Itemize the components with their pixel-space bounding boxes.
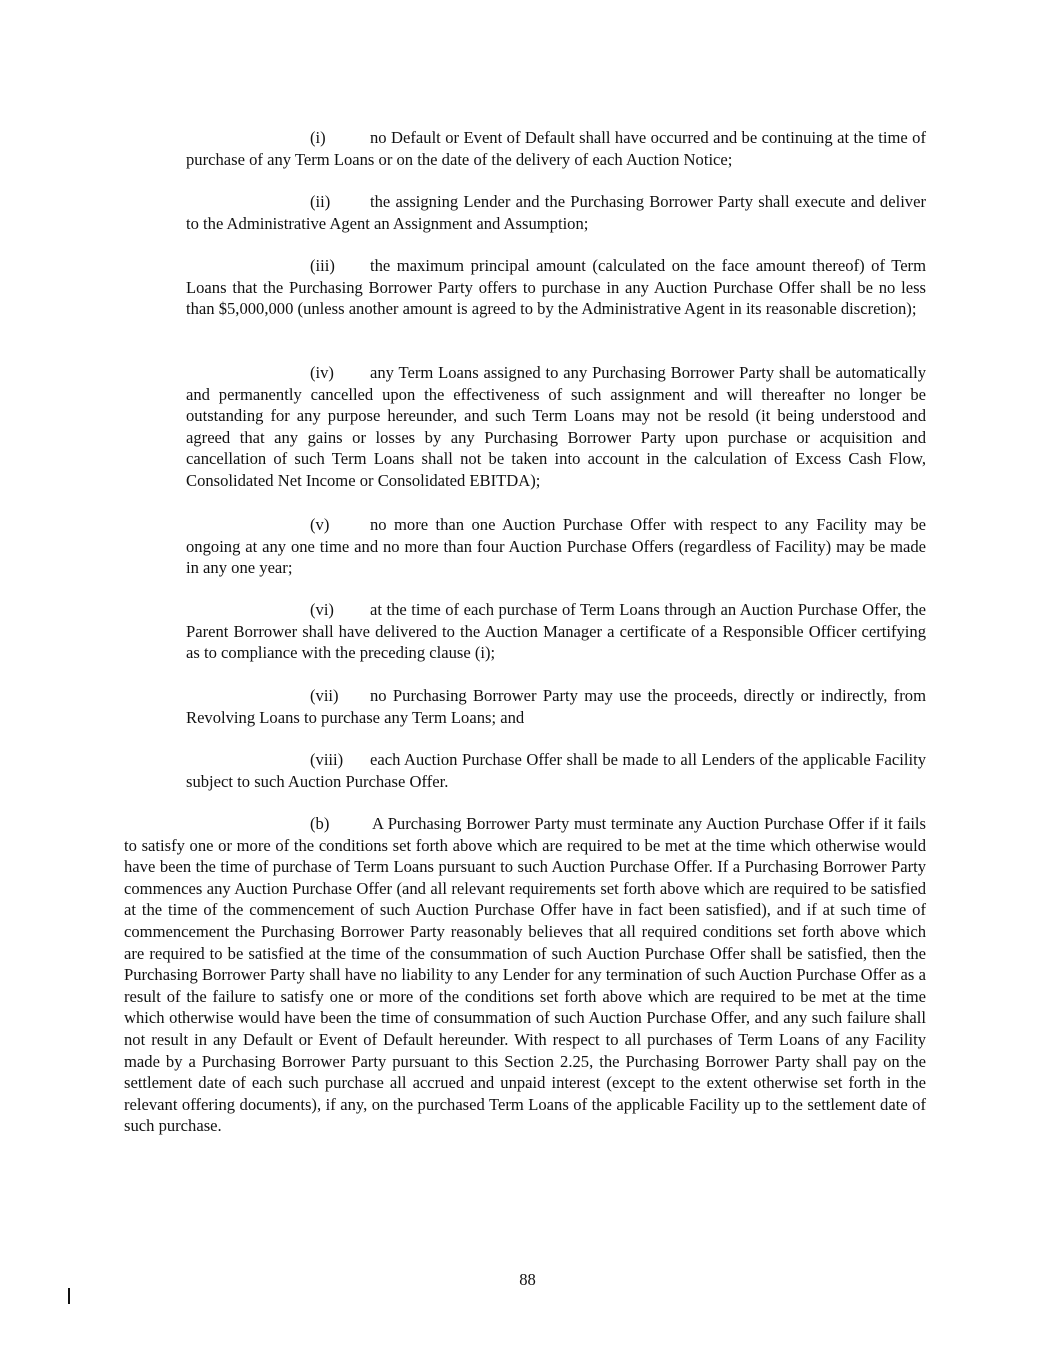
change-bar bbox=[68, 1288, 70, 1304]
clause-number: (vi) bbox=[310, 600, 334, 619]
clause-vii bbox=[186, 685, 926, 728]
clause-number: (iv) bbox=[310, 363, 334, 382]
clause-number: (i) bbox=[310, 128, 326, 147]
clause-text: no more than one Auction Purchase Offer with respect to any Facility may be ongoing at any one time and no more than four Auction Purchase Offers (regardless of Facility) may be made in any one year; bbox=[186, 515, 926, 577]
clause-v bbox=[186, 514, 926, 579]
clause-viii bbox=[186, 749, 926, 792]
clause-text: no Default or Event of Default shall have occurred and be continuing at the time of purchase of any Term Loans or on the date of the delivery of each Auction Notice; bbox=[186, 128, 926, 169]
paragraph-number: (b) bbox=[310, 814, 330, 833]
clause-number: (v) bbox=[310, 515, 330, 534]
clause-number: (iii) bbox=[310, 256, 335, 275]
clause-iv bbox=[186, 362, 926, 491]
clause-i bbox=[186, 127, 926, 170]
clause-text: each Auction Purchase Offer shall be made to all Lenders of the applicable Facility subject to such Auction Purchase Offer. bbox=[186, 750, 926, 791]
paragraph-b bbox=[124, 813, 926, 1137]
clause-text: the assigning Lender and the Purchasing Borrower Party shall execute and deliver to the Administrative Agent an Assignment and Assumption; bbox=[186, 192, 926, 233]
page-number: 88 bbox=[519, 1270, 536, 1289]
clause-text: any Term Loans assigned to any Purchasing Borrower Party shall be automatically and permanently cancelled upon the effectiveness of such assignment and will thereafter no longer be outstanding for any purpose hereunder, and such Term Loans may not be resold (it being understood and agreed that any gains or losses by any Purchasing Borrower Party upon purchase or acquisition and cancellation of such Term Loans shall not be taken into account in the calculation of Excess Cash Flow, Consolidated Net Income or Consolidated EBITDA); bbox=[186, 363, 926, 490]
paragraph-text: A Purchasing Borrower Party must terminate any Auction Purchase Offer if it fails to satisfy one or more of the conditions set forth above which are required to be met at the time which otherwise would have been the time of purchase of Term Loans pursuant to such Auction Purchase Offer. If a Purchasing Borrower Party commences any Auction Purchase Offer (and all relevant requirements set forth above which are required to be satisfied at the time of the commencement of such Auction Purchase Offer have in fact been satisfied), and if at such time of commencement the Purchasing Borrower Party reasonably believes that all required conditions set forth above which are required to be satisfied at the time of the consummation of such Auction Purchase Offer shall be satisfied, then the Purchasing Borrower Party shall have no liability to any Lender for any termination of such Auction Purchase Offer as a result of the failure to satisfy one or more of the conditions set forth above which are required to be met at the time which otherwise would have been the time of consummation of such Auction Purchase Offer, and any such failure shall not result in any Default or Event of Default hereunder. With respect to all purchases of Term Loans of any Facility made by a Purchasing Borrower Party pursuant to this Section 2.25, the Purchasing Borrower Party shall pay on the settlement date of each such purchase all accrued and unpaid interest (except to the extent otherwise set forth in the relevant offering documents), if any, on the purchased Term Loans of the applicable Facility up to the settlement date of such purchase. bbox=[124, 814, 926, 1136]
clause-ii bbox=[186, 191, 926, 234]
clause-number: (ii) bbox=[310, 192, 331, 211]
clause-text: no Purchasing Borrower Party may use the proceeds, directly or indirectly, from Revolving Loans to purchase any Term Loans; and bbox=[186, 686, 926, 727]
clause-number: (viii) bbox=[310, 750, 344, 769]
clause-text: the maximum principal amount (calculated on the face amount thereof) of Term Loans that the Purchasing Borrower Party offers to purchase in any Auction Purchase Offer shall be no less than $5,000,000 (unless another amount is agreed to by the Administrative Agent in its reasonable discretion); bbox=[186, 256, 926, 318]
clause-vi bbox=[186, 599, 926, 664]
clause-text: at the time of each purchase of Term Loans through an Auction Purchase Offer, the Parent Borrower shall have delivered to the Auction Manager a certificate of a Responsible Officer certifying as to compliance with the preceding clause (i); bbox=[186, 600, 926, 662]
clause-number: (vii) bbox=[310, 686, 339, 705]
clause-iii bbox=[186, 255, 926, 320]
